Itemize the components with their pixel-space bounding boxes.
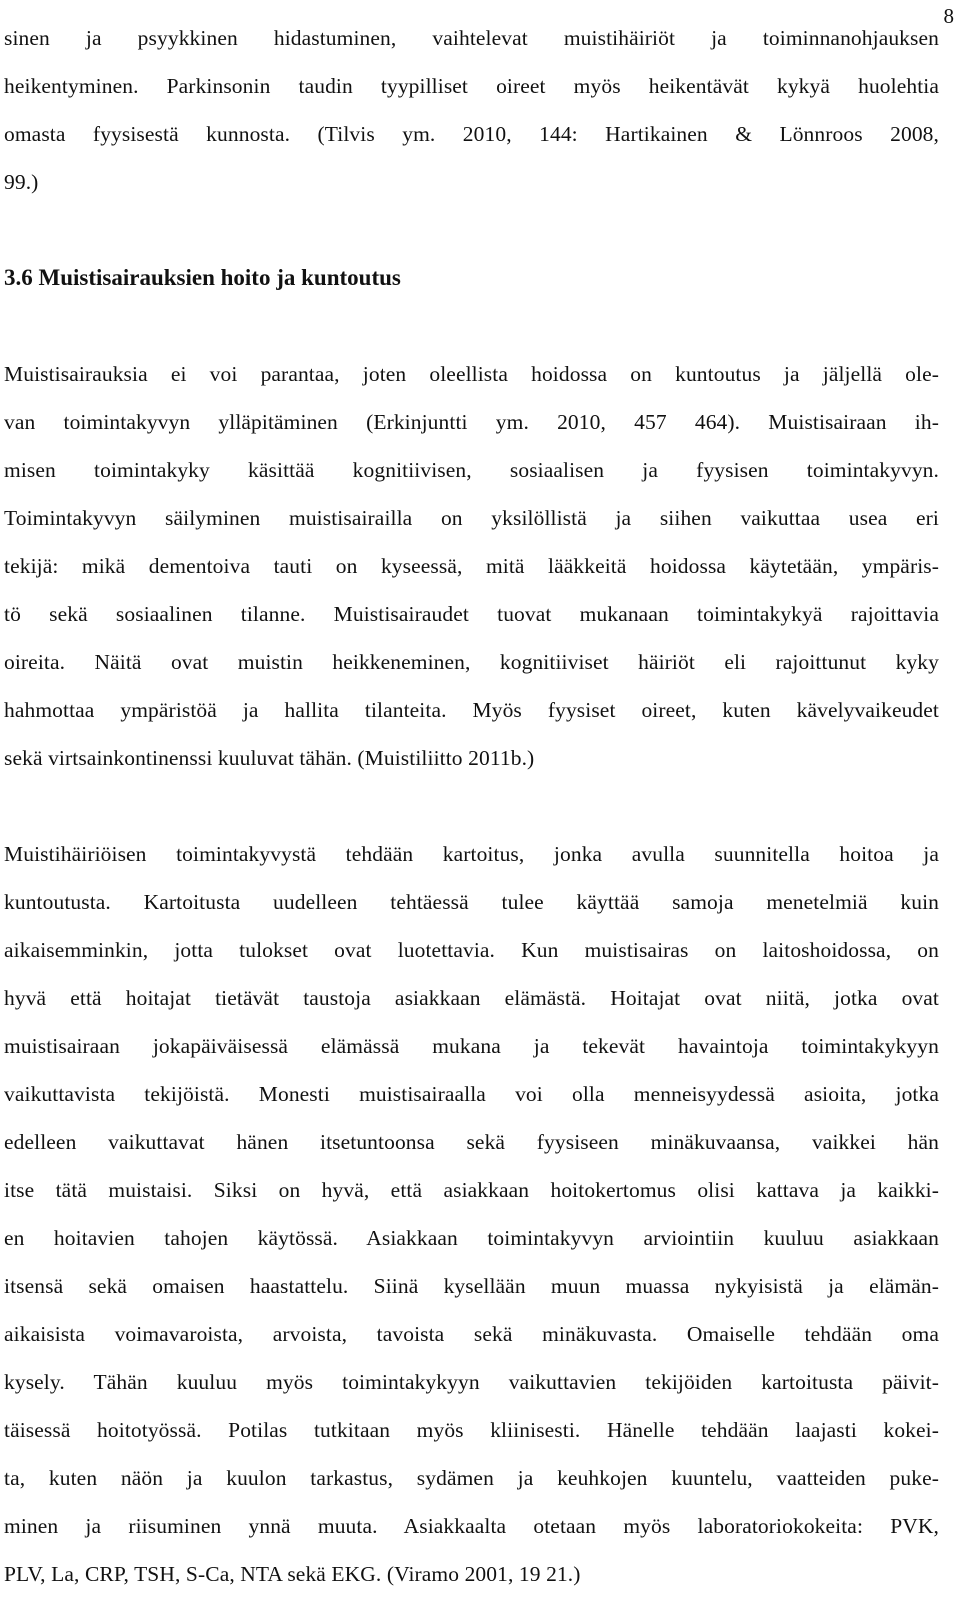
text-line: Muistihäiriöisen toimintakyvystä tehdään kartoitus, jonka avulla suunnitella hoitoa ja	[4, 842, 939, 866]
text-line: omasta fyysisestä kunnosta. (Tilvis ym. 2010, 144: Hartikainen & Lönnroos 2008,	[4, 122, 939, 146]
text-line: oireita. Näitä ovat muistin heikkeneminen, kognitiiviset häiriöt eli rajoittunut kyky	[4, 650, 939, 674]
text-line: Muistisairauksia ei voi parantaa, joten oleellista hoidossa on kuntoutus ja jäljellä ole-	[4, 362, 939, 386]
text-line: kysely. Tähän kuuluu myös toimintakykyyn vaikuttavien tekijöiden kartoitusta päivit-	[4, 1370, 939, 1394]
text-line: hahmottaa ympäristöä ja hallita tilanteita. Myös fyysiset oireet, kuten kävelyvaikeudet	[4, 698, 939, 722]
text-line: hyvä että hoitajat tietävät taustoja asiakkaan elämästä. Hoitajat ovat niitä, jotka ovat	[4, 986, 939, 1010]
text-line: 99.)	[4, 170, 39, 194]
text-line: heikentyminen. Parkinsonin taudin tyypilliset oireet myös heikentävät kykyä huolehtia	[4, 74, 939, 98]
text-line: ta, kuten näön ja kuulon tarkastus, sydämen ja keuhkojen kuuntelu, vaatteiden puke-	[4, 1466, 939, 1490]
text-line: tekijä: mikä dementoiva tauti on kyseessä, mitä lääkkeitä hoidossa käytetään, ympäris-	[4, 554, 939, 578]
text-line: aikaisista voimavaroista, arvoista, tavoista sekä minäkuvasta. Omaiselle tehdään oma	[4, 1322, 939, 1346]
page-number: 8	[943, 4, 954, 28]
text-line: edelleen vaikuttavat hänen itsetuntoonsa sekä fyysiseen minäkuvaansa, vaikkei hän	[4, 1130, 939, 1154]
text-line: misen toimintakyky käsittää kognitiivisen, sosiaalisen ja fyysisen toimintakyvyn.	[4, 458, 939, 482]
text-line: muistisairaan jokapäiväisessä elämässä mukana ja tekevät havaintoja toimintakykyyn	[4, 1034, 939, 1058]
paragraph-2	[4, 830, 939, 1598]
intro-paragraph	[4, 14, 939, 206]
spacer	[4, 782, 939, 830]
text-line: Toimintakyvyn säilyminen muistisairailla on yksilöllistä ja siihen vaikuttaa usea eri	[4, 506, 939, 530]
text-line: kuntoutusta. Kartoitusta uudelleen tehtäessä tulee käyttää samoja menetelmiä kuin	[4, 890, 939, 914]
text-line: PLV, La, CRP, TSH, S-Ca, NTA sekä EKG. (Viramo 2001, 19 21.)	[4, 1562, 581, 1586]
text-line: minen ja riisuminen ynnä muuta. Asiakkaalta otetaan myös laboratoriokokeita: PVK,	[4, 1514, 939, 1538]
text-line: van toimintakyvyn ylläpitäminen (Erkinjuntti ym. 2010, 457 464). Muistisairaan ih-	[4, 410, 939, 434]
text-line: tö sekä sosiaalinen tilanne. Muistisairaudet tuovat mukanaan toimintakykyä rajoittavia	[4, 602, 939, 626]
text-line: vaikuttavista tekijöistä. Monesti muistisairaalla voi olla menneisyydessä asioita, jotka	[4, 1082, 939, 1106]
text-line: täisessä hoitotyössä. Potilas tutkitaan myös kliinisesti. Hänelle tehdään laajasti kokei-	[4, 1418, 939, 1442]
text-line: sinen ja psyykkinen hidastuminen, vaihtelevat muistihäiriöt ja toiminnanohjauksen	[4, 26, 939, 50]
document-body	[4, 14, 939, 1598]
text-line: sekä virtsainkontinenssi kuuluvat tähän. (Muistiliitto 2011b.)	[4, 746, 535, 770]
paragraph-1	[4, 350, 939, 782]
text-line: en hoitavien tahojen käytössä. Asiakkaan toimintakyvyn arviointiin kuuluu asiakkaan	[4, 1226, 939, 1250]
section-heading: 3.6 Muistisairauksien hoito ja kuntoutus	[4, 265, 401, 290]
spacer	[4, 302, 939, 350]
text-line: aikaisemminkin, jotta tulokset ovat luotettavia. Kun muistisairas on laitoshoidossa, on	[4, 938, 939, 962]
text-line: itse tätä muistaisi. Siksi on hyvä, että asiakkaan hoitokertomus olisi kattava ja kaikki-	[4, 1178, 939, 1202]
text-line: itsensä sekä omaisen haastattelu. Siinä kysellään muun muassa nykyisistä ja elämän-	[4, 1274, 939, 1298]
spacer	[4, 206, 939, 254]
